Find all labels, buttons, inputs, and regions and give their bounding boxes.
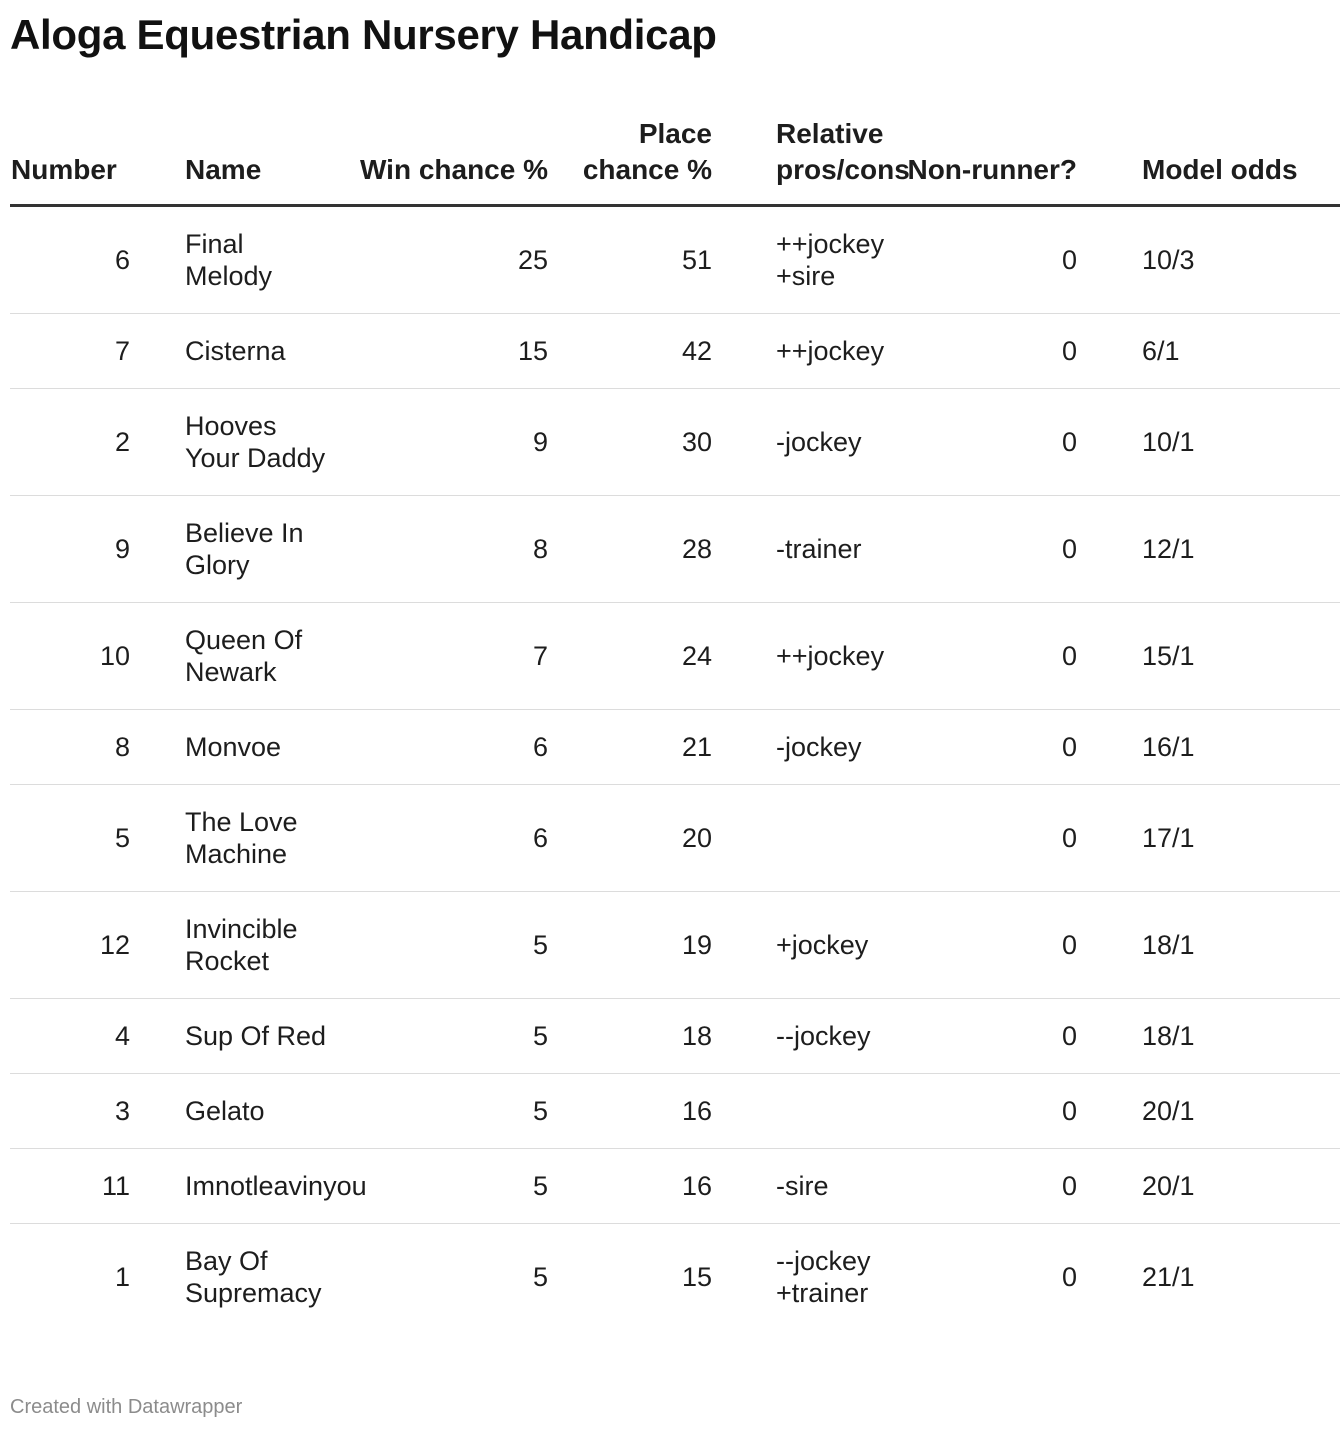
cell-name: Imnotleavinyou xyxy=(130,1149,335,1224)
table-row xyxy=(10,314,1340,389)
cell-non-runner: 0 xyxy=(907,1074,1077,1149)
cell-non-runner: 0 xyxy=(907,785,1077,892)
cell-win-chance: 8 xyxy=(335,496,548,603)
cell-pros-cons: ++jockey xyxy=(712,603,907,710)
cell-place-chance: 21 xyxy=(548,710,712,785)
column-header-place-chance[interactable]: Place chance % xyxy=(548,100,712,206)
cell-number: 9 xyxy=(10,496,130,603)
cell-pros-cons: +jockey xyxy=(712,892,907,999)
cell-number: 7 xyxy=(10,314,130,389)
cell-number: 6 xyxy=(10,206,130,314)
cell-model-odds: 17/1 xyxy=(1077,785,1340,892)
cell-win-chance: 9 xyxy=(335,389,548,496)
column-header-name[interactable]: Name xyxy=(130,100,335,206)
table-row xyxy=(10,1149,1340,1224)
cell-win-chance: 5 xyxy=(532,1262,548,1292)
cell-non-runner: 0 xyxy=(907,710,1077,785)
cell-name: Gelato xyxy=(130,1074,335,1149)
cell-win-chance: 5 xyxy=(335,1149,548,1224)
header-row xyxy=(10,100,1340,206)
cell-model-odds: 18/1 xyxy=(1077,999,1340,1074)
cell-number: 3 xyxy=(10,1074,130,1149)
cell-number: 11 xyxy=(10,1149,130,1224)
cell-name: Final Melody xyxy=(130,206,335,314)
cell-win-chance: 15 xyxy=(335,314,548,389)
cell-number: 12 xyxy=(10,892,130,999)
cell-win-chance: 6 xyxy=(335,785,548,892)
cell-pros-cons: -trainer xyxy=(712,496,907,603)
cell-model-odds: 10/1 xyxy=(1077,389,1340,496)
table-row xyxy=(10,999,1340,1074)
table-body xyxy=(10,206,1340,1331)
cell-non-runner: 0 xyxy=(907,603,1077,710)
column-header-number[interactable]: Number xyxy=(10,100,130,206)
chart-title: Aloga Equestrian Nursery Handicap xyxy=(10,11,717,58)
cell-number: 5 xyxy=(10,785,130,892)
footer-credit: Created with Datawrapper xyxy=(10,1396,243,1418)
cell-name: Monvoe xyxy=(130,710,335,785)
cell-win-chance: 5 xyxy=(335,1074,548,1149)
cell-number: 4 xyxy=(10,999,130,1074)
cell-model-odds: 10/3 xyxy=(1077,206,1340,314)
column-header-win-chance[interactable]: Win chance % xyxy=(335,100,548,206)
table-row xyxy=(10,1224,1340,1331)
cell-name: The Love Machine xyxy=(130,785,335,892)
cell-win-chance: 6 xyxy=(335,710,548,785)
column-header-model-odds[interactable]: Model odds xyxy=(1077,100,1340,206)
cell-pros-cons: --jockey xyxy=(712,999,907,1074)
cell-pros-cons xyxy=(712,785,907,892)
cell-name: Cisterna xyxy=(130,314,335,389)
cell-name: Bay Of Supremacy xyxy=(185,1246,322,1308)
cell-name: Queen Of Newark xyxy=(130,603,335,710)
cell-place-chance: 24 xyxy=(548,603,712,710)
table-container xyxy=(10,100,1298,1330)
table-row xyxy=(10,892,1340,999)
cell-place-chance: 28 xyxy=(548,496,712,603)
cell-place-chance: 19 xyxy=(548,892,712,999)
cell-place-chance: 30 xyxy=(548,389,712,496)
cell-win-chance: 5 xyxy=(335,999,548,1074)
cell-name: Believe In Glory xyxy=(130,496,335,603)
cell-model-odds: 18/1 xyxy=(1077,892,1340,999)
cell-model-odds: 15/1 xyxy=(1077,603,1340,710)
cell-name: Sup Of Red xyxy=(130,999,335,1074)
table-row xyxy=(10,710,1340,785)
table-row xyxy=(10,389,1340,496)
cell-pros-cons: -jockey xyxy=(712,389,907,496)
cell-name: Hooves Your Daddy xyxy=(130,389,335,496)
cell-pros-cons: -sire xyxy=(712,1149,907,1224)
cell-model-odds: 20/1 xyxy=(1077,1149,1340,1224)
cell-non-runner: 0 xyxy=(907,1149,1077,1224)
table-header xyxy=(10,100,1340,206)
cell-non-runner: 0 xyxy=(907,389,1077,496)
cell-place-chance: 15 xyxy=(681,1262,712,1292)
cell-pros-cons: ++jockey xyxy=(712,314,907,389)
column-header-non-runner[interactable]: Non-runner? xyxy=(907,100,1077,206)
cell-pros-cons: --jockey +trainer xyxy=(776,1246,871,1308)
cell-pros-cons xyxy=(712,1074,907,1149)
table-row xyxy=(10,496,1340,603)
cell-win-chance: 7 xyxy=(335,603,548,710)
cell-model-odds: 16/1 xyxy=(1077,710,1340,785)
cell-non-runner: 0 xyxy=(1061,1262,1077,1292)
cell-number: 1 xyxy=(114,1262,130,1292)
cell-non-runner: 0 xyxy=(907,206,1077,314)
cell-win-chance: 5 xyxy=(335,892,548,999)
cell-non-runner: 0 xyxy=(907,314,1077,389)
cell-place-chance: 16 xyxy=(548,1074,712,1149)
cell-pros-cons: -jockey xyxy=(712,710,907,785)
cell-place-chance: 16 xyxy=(548,1149,712,1224)
table-row xyxy=(10,1074,1340,1149)
cell-win-chance: 25 xyxy=(335,206,548,314)
cell-non-runner: 0 xyxy=(907,999,1077,1074)
cell-place-chance: 18 xyxy=(548,999,712,1074)
cell-number: 2 xyxy=(10,389,130,496)
table-row xyxy=(10,603,1340,710)
table-row xyxy=(10,206,1340,314)
cell-model-odds: 12/1 xyxy=(1077,496,1340,603)
column-header-pros-cons[interactable]: Relative pros/cons xyxy=(712,100,907,206)
cell-place-chance: 42 xyxy=(548,314,712,389)
cell-non-runner: 0 xyxy=(907,496,1077,603)
cell-number: 10 xyxy=(10,603,130,710)
cell-place-chance: 51 xyxy=(548,206,712,314)
table-row xyxy=(10,785,1340,892)
odds-table xyxy=(10,100,1340,1330)
cell-pros-cons: ++jockey +sire xyxy=(712,206,907,314)
cell-model-odds: 21/1 xyxy=(1142,1262,1195,1292)
cell-non-runner: 0 xyxy=(907,892,1077,999)
cell-model-odds: 6/1 xyxy=(1077,314,1340,389)
cell-place-chance: 20 xyxy=(548,785,712,892)
cell-model-odds: 20/1 xyxy=(1077,1074,1340,1149)
cell-name: Invincible Rocket xyxy=(130,892,335,999)
cell-number: 8 xyxy=(10,710,130,785)
